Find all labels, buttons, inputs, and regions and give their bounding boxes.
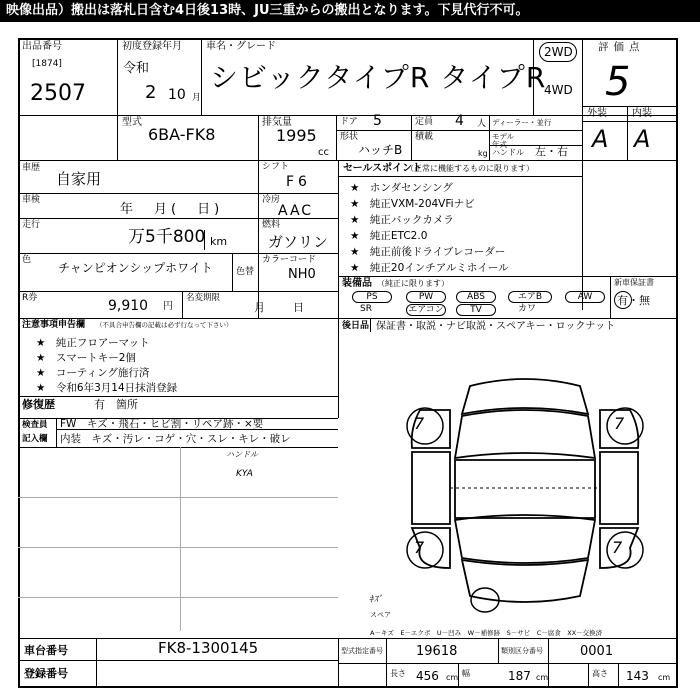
- manual-value: 有・無: [617, 294, 650, 307]
- equip-aircon: エアコン: [406, 304, 446, 316]
- equip-sr: SR: [360, 304, 372, 314]
- equip-airbag: エアB: [508, 291, 552, 303]
- interior-value: A: [634, 125, 651, 153]
- manual-label: 新車保証書: [614, 278, 654, 287]
- width-label: 幅: [462, 669, 470, 678]
- shift-label: シフト: [262, 162, 290, 172]
- reg-label: 登録番号: [24, 667, 68, 680]
- interior-label: 内装: [632, 108, 652, 119]
- inspection-label: 車検: [22, 195, 41, 205]
- equip-pw: PW: [406, 291, 446, 303]
- car-name: シビックタイプR タイプR: [210, 61, 547, 94]
- name-change: 月 日: [254, 301, 306, 314]
- repair-label: 修復歴: [22, 398, 55, 411]
- notes-subtitle: （不具合申告欄の記載は必ず行なって下さい）: [96, 321, 233, 329]
- fuel: ガソリン: [268, 233, 329, 251]
- usage-label: 車歴: [22, 163, 41, 173]
- inspector-row-1: FW キズ・飛石・ヒビ割・リペア跡・×要: [60, 418, 264, 430]
- era: 令和: [123, 61, 150, 76]
- chassis: FK8-1300145: [158, 639, 259, 657]
- color: チャンピオンシップホワイト: [58, 261, 213, 275]
- width: 187: [508, 669, 531, 683]
- inspector-label-2: 記入欄: [22, 434, 48, 444]
- notes-title: 注意事項申告欄: [22, 320, 86, 330]
- width-unit: cm: [536, 673, 549, 682]
- damage-mark-front-right: 7: [614, 414, 625, 433]
- inspector-hand-2: KYA: [236, 469, 253, 479]
- lot-number: 2507: [30, 81, 86, 106]
- dealer-label: ディーラー・並行: [492, 118, 552, 127]
- doors-label: ドア: [340, 117, 358, 127]
- height-unit: cm: [658, 673, 671, 682]
- grade-label: 評価点: [598, 41, 645, 53]
- equipment-title: 装備品: [342, 278, 372, 289]
- shape: ハッチB: [358, 143, 403, 157]
- recycle-unit: 円: [163, 301, 173, 312]
- equip-aw: AW: [565, 291, 605, 303]
- damage-mark-rear-right: 7: [612, 538, 623, 557]
- rear-label: 後日品: [342, 321, 370, 331]
- load-label: 積載: [415, 132, 434, 142]
- exterior-label: 外装: [587, 108, 607, 119]
- class-label: 類別区分番号: [501, 647, 543, 655]
- spare-hand: ｷｽﾞ: [369, 595, 383, 605]
- length-label: 長さ: [390, 669, 406, 678]
- equipment-subtitle: （純正に限ります）: [377, 279, 449, 288]
- equip-tv: TV: [456, 304, 496, 316]
- shift: F6: [286, 174, 311, 190]
- type-cert: 19618: [416, 644, 458, 659]
- repair-value: 有 箇所: [94, 398, 138, 411]
- inspector-hand-1: ハンドル: [226, 450, 258, 459]
- sales-points-title: セールスポイント: [343, 163, 423, 174]
- usage: 自家用: [56, 170, 102, 188]
- note-item: ★ スマートキー2個: [36, 352, 136, 364]
- model-year-label: モデル年式: [492, 132, 515, 149]
- mileage: 万5千800: [128, 227, 206, 247]
- damage-mark-rear-left: 7: [414, 538, 425, 557]
- name-change-label: 名変期限: [186, 293, 221, 303]
- sales-point-item: ★ 純正前後ドライブレコーダー: [350, 246, 506, 258]
- sales-point-item: ★ ホンダセンシング: [350, 182, 453, 194]
- km-unit: km: [210, 235, 228, 248]
- aircon-label: 冷房: [262, 195, 281, 205]
- note-item: ★ コーティング施行済: [36, 367, 150, 379]
- car-diagram: [390, 368, 660, 618]
- handle: 左・右: [535, 145, 568, 158]
- rear-items: 保証書・取説・ナビ取説・スペアキー・ロックナット: [376, 321, 616, 332]
- damage-mark-front-left: 7: [414, 414, 425, 433]
- color-code: NH0: [288, 267, 316, 282]
- inspection: 年 月( 日): [120, 202, 224, 217]
- damage-legend: A－キズ E－エクボ U－凹み W－補修跡 S－サビ C－腐食 XX－交換済: [370, 629, 603, 637]
- note-item: ★ 令和6年3月14日抹消登録: [36, 382, 178, 394]
- lot-sub: [1874]: [32, 59, 62, 69]
- note-item: ★ 純正フロアーマット: [36, 337, 150, 349]
- recycle: 9,910: [108, 298, 149, 314]
- exterior-value: A: [592, 125, 609, 153]
- capacity-label: 定員: [415, 117, 434, 127]
- model-label: 型式: [122, 117, 142, 128]
- capacity-unit: 人: [477, 119, 487, 129]
- kg-unit: kg: [478, 149, 488, 158]
- class: 0001: [580, 644, 614, 659]
- reg-month: 10: [168, 87, 186, 103]
- drive-4wd: 4WD: [544, 83, 573, 97]
- first-reg-label: 初度登録年月: [122, 41, 182, 52]
- color-label: 色: [22, 255, 32, 265]
- displacement-label: 排気量: [262, 117, 292, 128]
- inspector-row-2: 内装 キズ・汚レ・コゲ・穴・スレ・キレ・破レ: [60, 433, 291, 445]
- color-code-label: カラーコード: [262, 255, 317, 265]
- sales-point-item: ★ 純正20インチアルミホイール: [350, 262, 509, 274]
- type-cert-label: 型式指定番号: [341, 647, 383, 655]
- handle-label: ハンドル: [492, 148, 524, 157]
- capacity: 4: [455, 113, 464, 129]
- equip-leather: カワ: [518, 304, 537, 314]
- cc-unit: cc: [318, 147, 329, 158]
- sales-points-subtitle: （正常に機能するものに限ります）: [406, 164, 534, 173]
- car-name-label: 車名・グレード: [206, 41, 276, 52]
- lot-label: 出品番号: [22, 41, 62, 52]
- aircon: AAC: [278, 203, 314, 219]
- drive-2wd: 2WD: [544, 45, 573, 59]
- length-unit: cm: [446, 673, 459, 682]
- equip-ps: PS: [352, 291, 392, 303]
- length: 456: [416, 669, 439, 683]
- mileage-label: 走行: [22, 220, 41, 230]
- displacement: 1995: [276, 126, 317, 145]
- shape-label: 形状: [340, 132, 359, 142]
- inspector-label-1: 検査員: [22, 420, 48, 430]
- sales-point-item: ★ 純正バックカメラ: [350, 214, 454, 226]
- grade-value: 5: [605, 59, 631, 105]
- banner-notice: 映像出品）搬出は落札日含む4日後13時、JU三重からの搬出となります。下見代行不可。: [0, 0, 700, 22]
- doors: 5: [373, 113, 382, 129]
- sales-point-item: ★ 純正ETC2.0: [350, 230, 428, 242]
- reg-month-unit: 月: [192, 93, 202, 103]
- height-label: 高さ: [592, 669, 608, 678]
- color-swap-label: 色替: [236, 267, 255, 277]
- fuel-label: 燃料: [262, 220, 281, 230]
- model: 6BA-FK8: [148, 125, 216, 144]
- reg-year: 2: [145, 82, 157, 103]
- spare-label: スペア: [370, 611, 391, 619]
- recycle-label: R券: [22, 293, 38, 303]
- chassis-label: 車台番号: [24, 644, 68, 657]
- height: 143: [626, 669, 649, 683]
- equip-abs: ABS: [456, 291, 496, 303]
- sales-point-item: ★ 純正VXM-204VFiナビ: [350, 198, 475, 210]
